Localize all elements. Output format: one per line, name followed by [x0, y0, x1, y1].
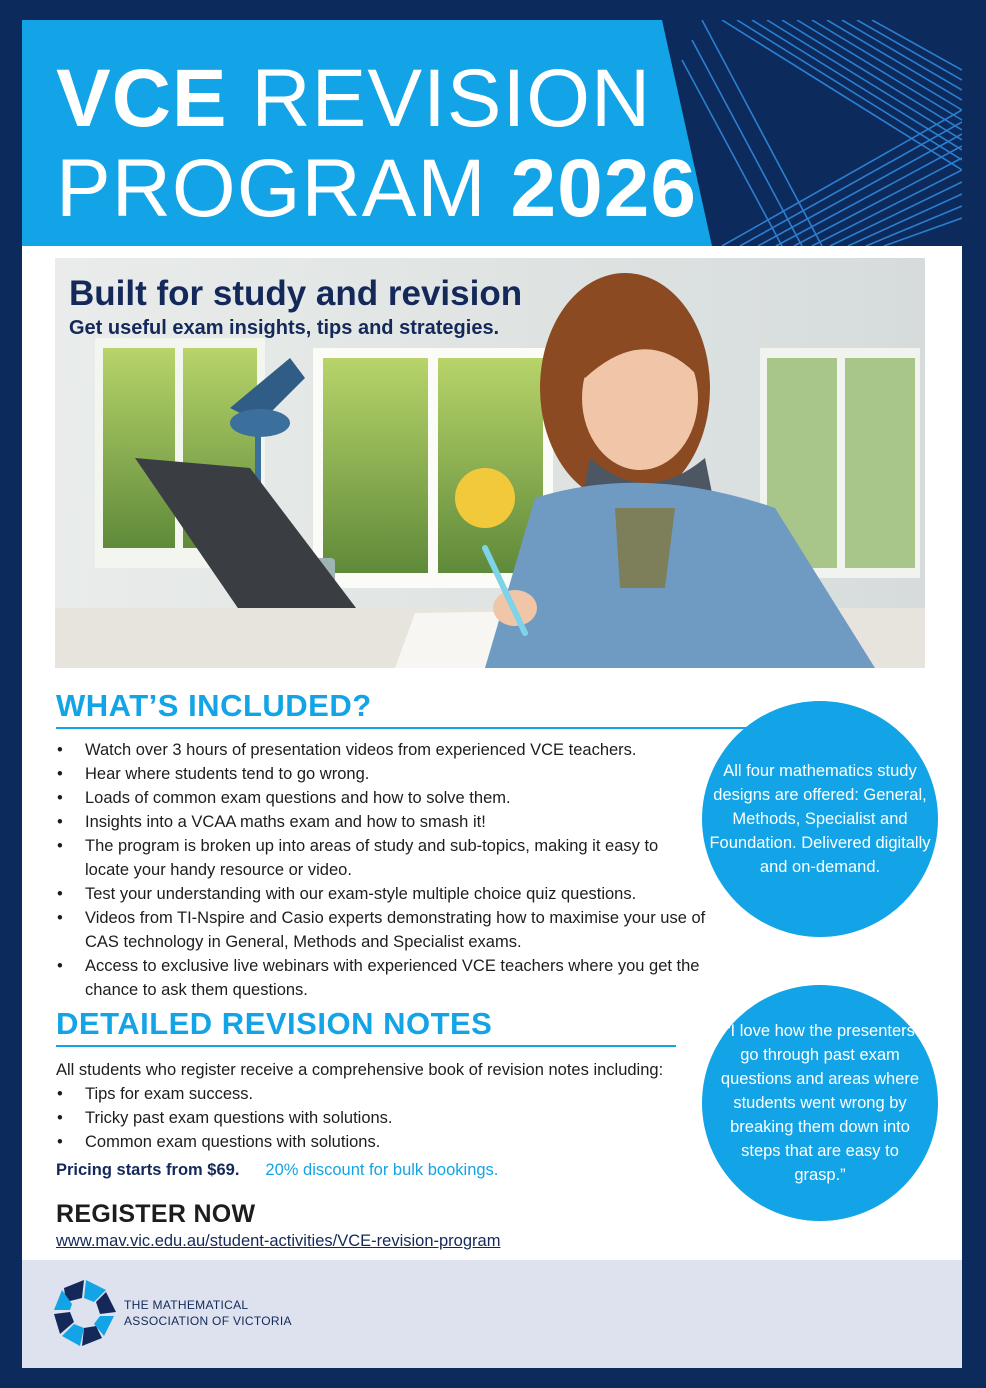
list-item: • Test your understanding with our exam-style multiple choice quiz questions. [56, 882, 706, 906]
title-line-1 [56, 54, 651, 144]
list-item: • Hear where students tend to go wrong. [56, 762, 706, 786]
list-item: • Tips for exam success. [56, 1082, 706, 1106]
study-designs-callout [702, 701, 938, 937]
hero-subtitle: Get useful exam insights, tips and strategies. [69, 317, 500, 339]
hero-photo [55, 258, 925, 668]
study-designs-text: All four mathematics study designs are offered: General, Methods, Specialist and Foundation. Delivered digitally and on-demand. [709, 762, 931, 876]
register-link[interactable]: www.mav.vic.edu.au/student-activities/VCE-revision-program [56, 1232, 501, 1250]
list-item: • Insights into a VCAA maths exam and how to smash it! [56, 810, 706, 834]
included-divider [56, 727, 746, 729]
pricing-discount: 20% discount for bulk bookings. [265, 1161, 499, 1179]
org-name-line-2: ASSOCIATION OF VICTORIA [124, 1314, 292, 1328]
org-name-line-1: THE MATHEMATICAL [124, 1298, 249, 1312]
title-year: 2026 [510, 143, 697, 234]
notes-heading: DETAILED REVISION NOTES [56, 1006, 493, 1041]
testimonial-quote: “I love how the presenters go through past exam questions and areas where students went wrong by breaking them down into steps that are easy to grasp.” [720, 1022, 920, 1184]
included-list [56, 738, 706, 1002]
title-vce: VCE [56, 53, 228, 144]
flyer-page [22, 20, 962, 1368]
pricing-main: Pricing starts from $69. [56, 1161, 240, 1179]
list-item: • Watch over 3 hours of presentation videos from experienced VCE teachers. [56, 738, 706, 762]
title-line-2 [56, 144, 697, 234]
list-item: • Common exam questions with solutions. [56, 1130, 706, 1154]
header-banner [22, 20, 962, 246]
list-item: • Loads of common exam questions and how to solve them. [56, 786, 706, 810]
title-revision: REVISION [251, 53, 652, 144]
hero-title: Built for study and revision [69, 274, 523, 313]
list-item: • The program is broken up into areas of study and sub-topics, making it easy to locate your handy resource or video. [56, 834, 706, 882]
list-item: • Videos from TI-Nspire and Casio experts demonstrating how to maximise your use of CAS technology in General, Methods and Specialist exams. [56, 906, 706, 954]
footer [22, 1260, 962, 1368]
notes-divider [56, 1045, 676, 1047]
notes-intro: All students who register receive a comprehensive book of revision notes including: [56, 1061, 664, 1079]
notes-list [56, 1082, 706, 1154]
testimonial-callout [702, 985, 938, 1221]
pricing-line [56, 1158, 498, 1182]
register-heading: REGISTER NOW [56, 1200, 256, 1228]
list-item: • Access to exclusive live webinars with experienced VCE teachers where you get the chance to ask them questions. [56, 954, 706, 1002]
title-program: PROGRAM [56, 143, 487, 234]
mav-logo-icon [54, 1280, 116, 1346]
list-item: • Tricky past exam questions with solutions. [56, 1106, 706, 1130]
included-heading: WHAT’S INCLUDED? [56, 688, 372, 723]
